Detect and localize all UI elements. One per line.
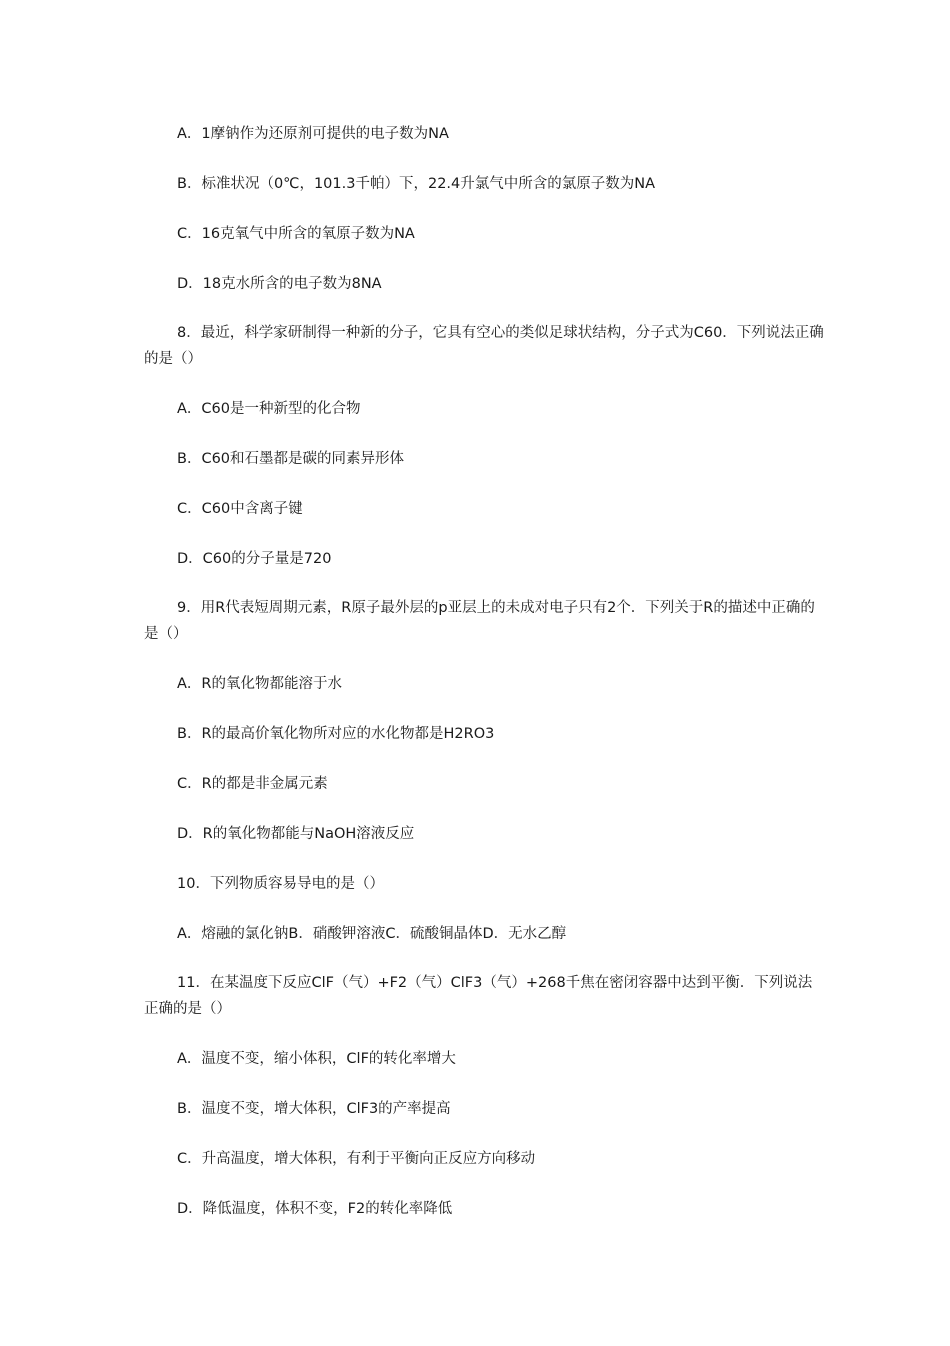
q9-option-c: C．R的都是非金属元素 <box>177 776 328 792</box>
q10-stem: 10．下列物质容易导电的是（） <box>177 876 384 892</box>
q11-option-a: A．温度不变，缩小体积，ClF的转化率增大 <box>177 1051 456 1067</box>
q7-option-c: C．16克氧气中所含的氧原子数为NA <box>177 226 415 242</box>
q11-option-c: C．升高温度，增大体积，有利于平衡向正反应方向移动 <box>177 1151 536 1167</box>
q11-option-d: D．降低温度，体积不变，F2的转化率降低 <box>177 1201 453 1217</box>
q9-option-d: D．R的氧化物都能与NaOH溶液反应 <box>177 826 415 842</box>
q9-stem: 9．用R代表短周期元素，R原子最外层的p亚层上的未成对电子只有2个．下列关于R的描述中正确的是（） <box>144 600 815 642</box>
q8-option-a: A．C60是一种新型的化合物 <box>177 401 361 417</box>
q8-option-c: C．C60中含离子键 <box>177 501 303 517</box>
q8-option-b: B．C60和石墨都是碳的同素异形体 <box>177 451 405 467</box>
q8-stem: 8．最近，科学家研制得一种新的分子，它具有空心的类似足球状结构，分子式为C60．下列说法正确的是（） <box>144 325 824 367</box>
q11-stem: 11．在某温度下反应ClF（气）+F2（气）ClF3（气）+268千焦在密闭容器中达到平衡．下列说法正确的是（） <box>144 975 813 1017</box>
q7-option-d: D．18克水所含的电子数为8NA <box>177 276 382 292</box>
q11-option-b: B．温度不变，增大体积，ClF3的产率提高 <box>177 1101 451 1117</box>
q7-option-a: A．1摩钠作为还原剂可提供的电子数为NA <box>177 126 449 142</box>
q9-option-b: B．R的最高价氧化物所对应的水化物都是H2RO3 <box>177 726 495 742</box>
q9-option-a: A．R的氧化物都能溶于水 <box>177 676 342 692</box>
q8-option-d: D．C60的分子量是720 <box>177 551 332 567</box>
q10-options: A．熔融的氯化钠B．硝酸钾溶液C．硫酸铜晶体D．无水乙醇 <box>177 926 567 942</box>
q7-option-b: B．标准状况（0℃，101.3千帕）下，22.4升氯气中所含的氯原子数为NA <box>177 176 656 192</box>
